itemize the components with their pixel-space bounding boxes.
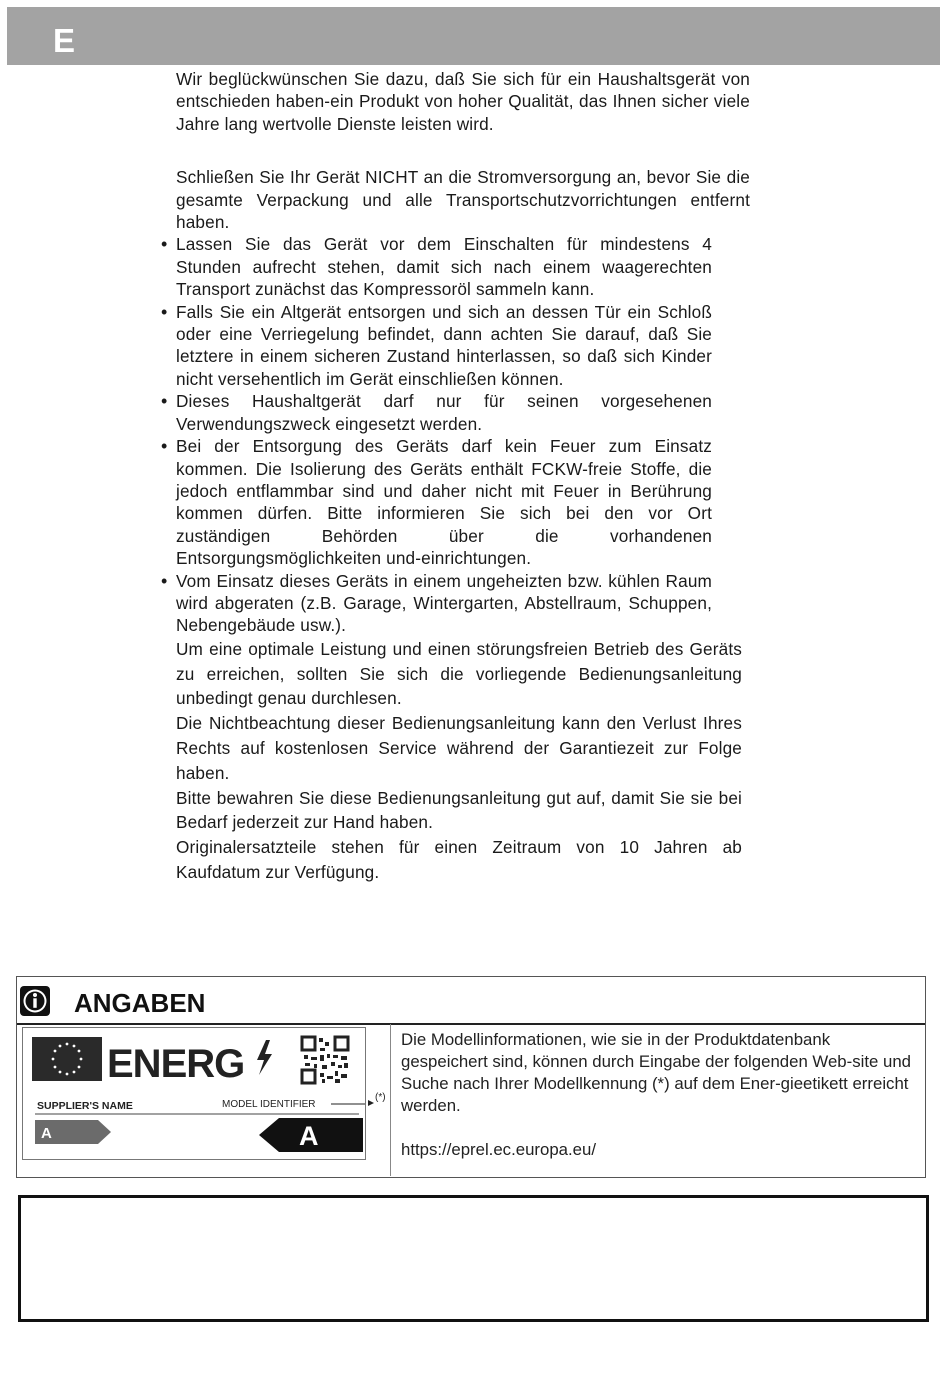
intro-paragraph: Wir beglückwünschen Sie dazu, daß Sie sich für ein Haushaltsgerät von entschieden haben-ein Produkt von hoher Qualität, das Ihnen sicher viele Jahre lang wertvolle Dienste leisten wird. — [176, 69, 750, 134]
warning-paragraph: Schließen Sie Ihr Gerät NICHT an die Stromversorgung an, bevor Sie die gesamte Verpackung und alle Transportschutzvorrichtungen entfernt haben. — [176, 167, 750, 233]
lightning-icon — [257, 1040, 272, 1075]
energy-label — [22, 1027, 366, 1160]
list-item: • Dieses Haushaltgerät darf nur für seinen vorgesehenen Verwendungszweck eingesetzt werden. — [176, 390, 712, 435]
manual-body — [176, 68, 750, 885]
scale-class-letter: A — [41, 1125, 52, 1142]
eu-flag-icon — [32, 1037, 102, 1081]
list-item: • Lassen Sie das Gerät vor dem Einschalten für mindestens 4 Stunden aufrecht stehen, damit sich nach einem waagerechten Transport zunächst das Kompressoröl sammeln kann. — [176, 233, 712, 300]
list-item: • Bei der Entsorgung des Geräts darf kein Feuer zum Einsatz kommen. Die Isolierung des Geräts enthält FCKW-freie Stoffe, die jedoch entflammbar sind und daher nicht mit Feuer in Berührung kommen dürfen. Bitte informieren Sie sich bei den vor Ort zuständigen Behörden über die vorhandenen Entsorgungsmöglichkeiten und-einrichtungen. — [176, 435, 712, 569]
energy-class-letter: A — [299, 1121, 319, 1151]
closing-paragraph-1: Um eine optimale Leistung und einen störungsfreien Betrieb des Geräts zu erreichen, sollten Sie sich die vorliegende Bedienungsanleitung unbedingt genau durchlesen. — [176, 638, 742, 709]
safety-bullet-list — [176, 233, 712, 636]
info-description — [401, 1029, 911, 1161]
eprel-link[interactable]: https://eprel.ec.europa.eu/ — [401, 1140, 596, 1159]
product-info-box — [16, 976, 926, 1178]
list-item: • Falls Sie ein Altgerät entsorgen und sich an dessen Tür ein Schloß oder eine Verriegelung befindet, dann achten Sie darauf, daß Sie letztere in einem sicheren Zustand hinterlassen, so daß sich Kinder nicht versehentlich im Gerät einschließen können. — [176, 301, 712, 391]
list-item: • Vom Einsatz dieses Geräts in einem ungeheizten bzw. kühlen Raum wird abgeraten (z.B. Garage, Wintergarten, Abstellraum, Schuppen, Nebengebäude usw.). — [176, 570, 712, 637]
energy-word: ENERG — [107, 1042, 245, 1086]
section-letter: E — [53, 22, 76, 59]
model-identifier: MODEL IDENTIFIER — [222, 1099, 316, 1110]
closing-paragraph-4: Originalersatzteile stehen für einen Zeitraum von 10 Jahren ab Kaufdatum zur Verfügung. — [176, 837, 742, 882]
closing-paragraph-3: Bitte bewahren Sie diese Bedienungsanleitung gut auf, damit Sie sie bei Bedarf jederzeit zur Hand haben. — [176, 787, 742, 833]
info-divider — [390, 1024, 391, 1176]
header-bar — [7, 7, 940, 65]
info-header — [17, 977, 925, 1025]
info-description-text: Die Modellinformationen, wie sie in der Produktdatenbank gespeichert sind, können durch Eingabe der folgenden Web-site und Suche nach Ihrer Modellkennung (*) auf dem Ener-gieetikett erreicht werden. — [401, 1030, 912, 1115]
info-icon — [19, 985, 51, 1017]
arrow-head-icon — [368, 1100, 374, 1106]
supplier-name: SUPPLIER'S NAME — [37, 1100, 133, 1112]
empty-frame — [18, 1195, 929, 1322]
closing-paragraph-2: Die Nichtbeachtung dieser Bedienungsanleitung kann den Verlust Ihres Rechts auf kostenlosen Service während der Garantiezeit zur Folge haben. — [176, 713, 742, 783]
info-title: ANGABEN — [74, 988, 206, 1018]
qr-code-icon — [301, 1036, 349, 1084]
identifier-asterisk: (*) — [375, 1092, 386, 1103]
